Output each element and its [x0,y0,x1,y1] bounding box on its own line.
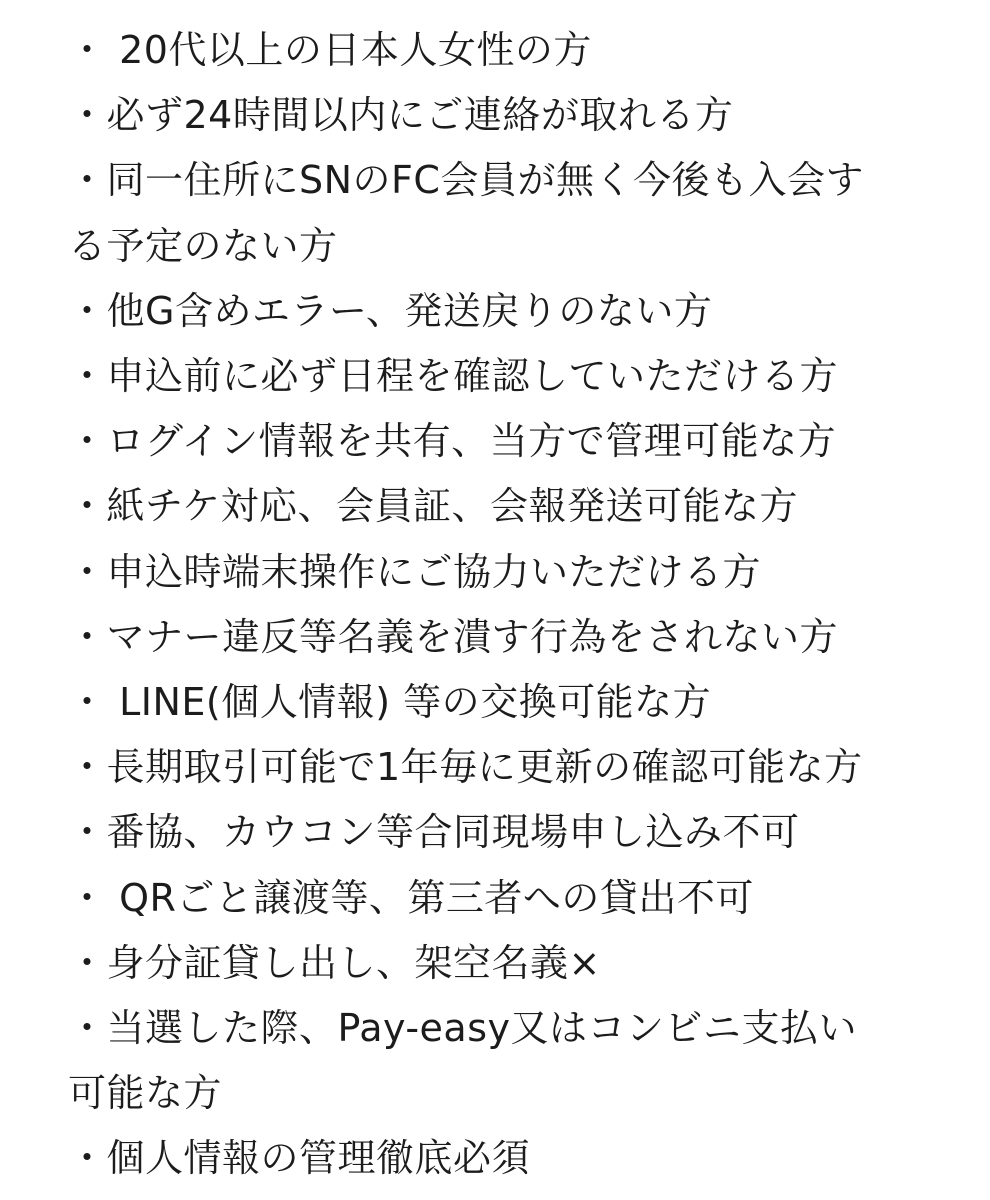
requirement-line: ・個人情報の管理徹底必須 [68,1136,531,1181]
requirements-list [68,18,948,1192]
requirement-line: ・マナー違反等名義を潰す行為をされない方 [68,614,839,659]
requirement-line: ・申込時端末操作にご協力いただける方 [68,549,762,594]
requirement-line: ・番協、カウコン等合同現場申し込み不可 [68,810,800,855]
requirement-line: ・必ず24時間以内にご連絡が取れる方 [68,93,734,138]
requirement-line: ・紙チケ対応、会員証、会報発送可能な方 [68,484,798,529]
requirement-line: ・身分証貸し出し、架空名義× [68,940,601,985]
requirement-line: ・他G含めエラー、発送戻りのない方 [68,288,713,333]
requirement-line: ・申込前に必ず日程を確認していただける方 [68,354,839,399]
requirement-line: ・ログイン情報を共有、当方で管理可能な方 [68,419,837,464]
requirement-line-continuation: 可能な方 [68,1071,223,1116]
requirement-line: ・当選した際、Pay-easy又はコンビニ支払い [68,1006,857,1051]
requirement-line: ・同一住所にSNのFC会員が無く今後も入会す [68,158,864,203]
requirement-line: ・ LINE(個人情報) 等の交換可能な方 [68,680,712,725]
requirement-line: ・ QRごと譲渡等、第三者への貸出不可 [68,875,754,920]
requirement-line: ・ 20代以上の日本人女性の方 [68,28,592,72]
requirement-line-continuation: る予定のない方 [68,223,338,268]
requirement-line: ・長期取引可能で1年毎に更新の確認可能な方 [68,745,863,790]
